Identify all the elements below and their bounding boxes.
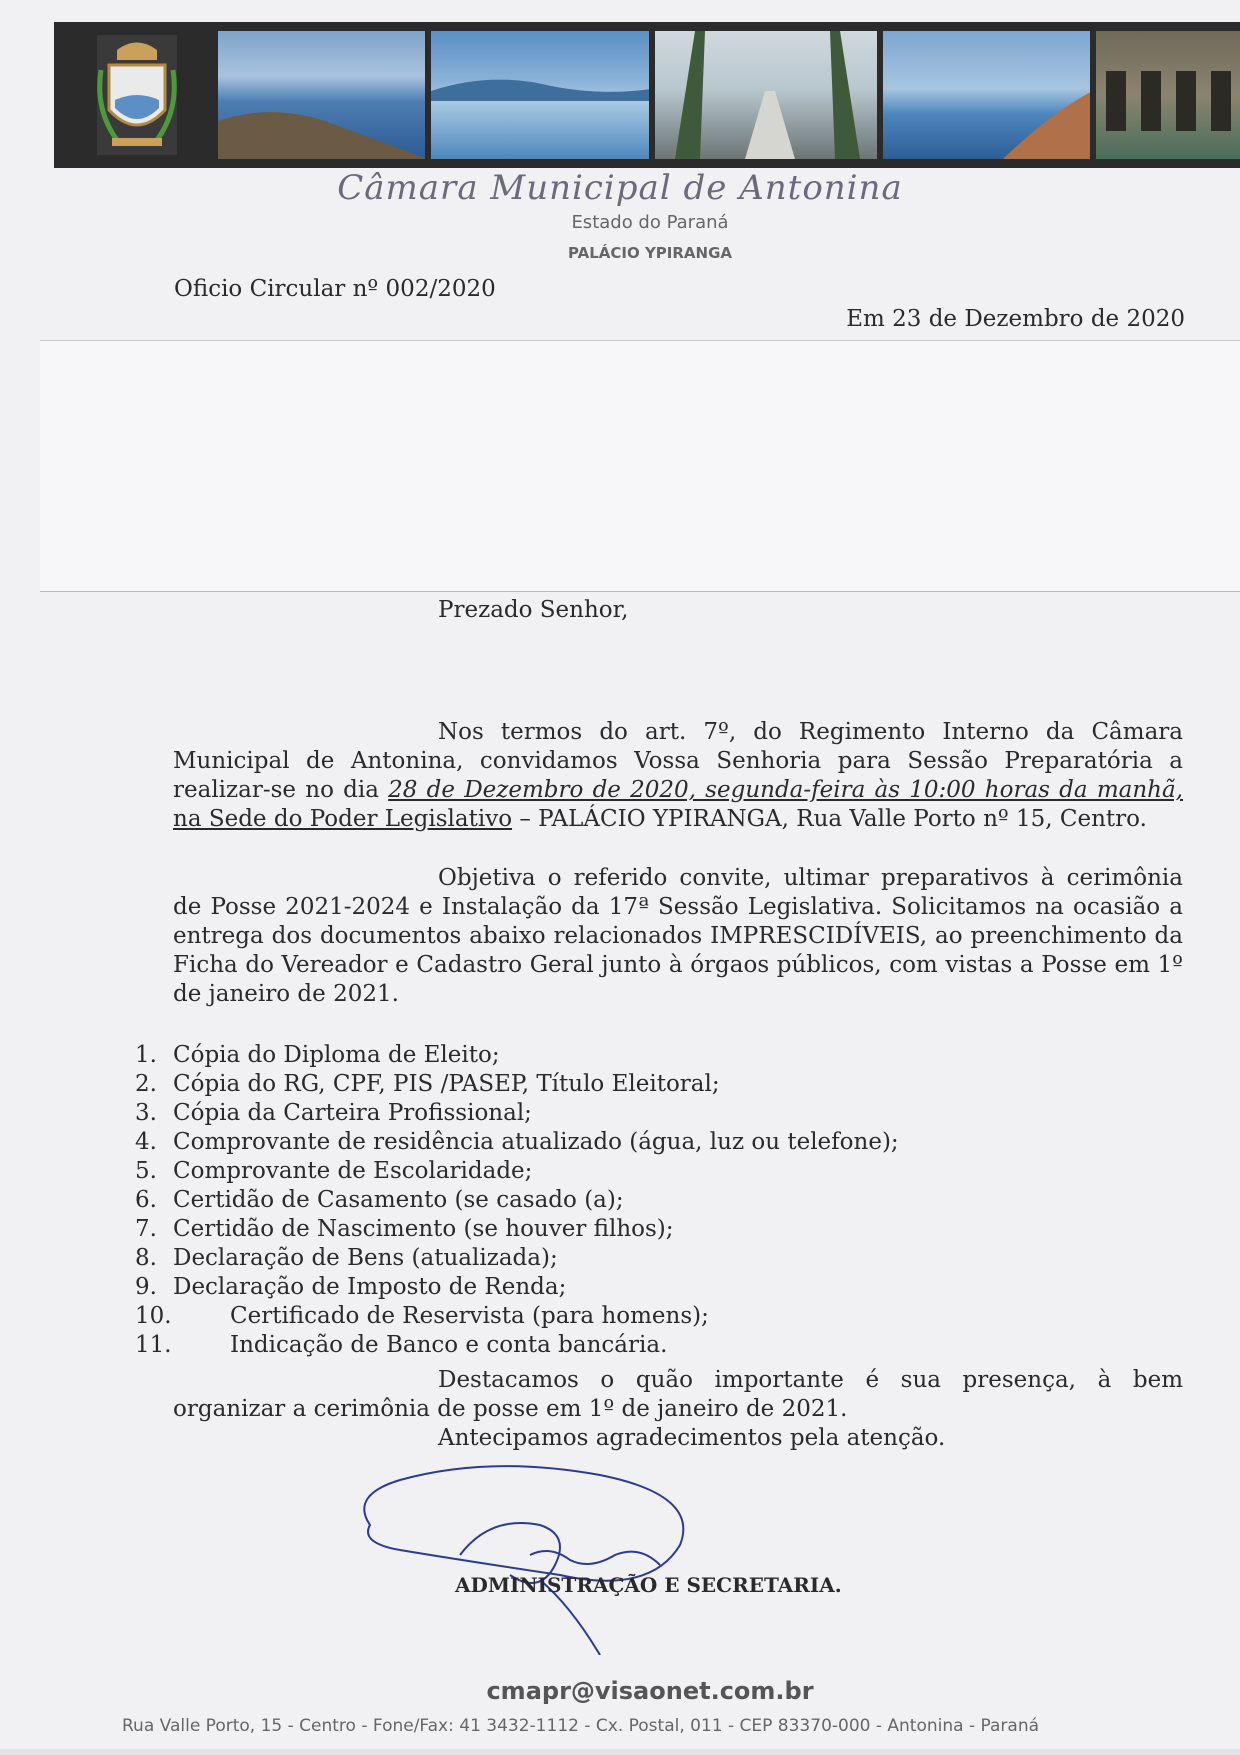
greeting: Prezado Senhor, — [438, 597, 629, 623]
list-item: 10. Certificado de Reservista (para homens); — [135, 1303, 709, 1329]
contact-email: cmapr@visaonet.com.br — [486, 1677, 814, 1705]
thanks-text: Antecipamos agradecimentos pela atenção. — [438, 1425, 946, 1451]
list-item: 6. Certidão de Casamento (se casado (a); — [135, 1187, 624, 1213]
header-banner — [54, 22, 1240, 168]
purpose-text: Objetiva o referido convite, ultimar preparativos à cerimônia de Posse 2021-2024 e Instalação da 17ª Sessão Legislativa. Solicitamos na ocasião a entrega dos documentos abaixo relacionados IMPRESCIDÍVEIS, ao preenchimento da Ficha do Vereador e Cadastro Geral junto à órgaos públicos, com vistas a Posse em 1º de janeiro de 2021. — [173, 865, 1183, 1007]
paragraph-importance — [173, 1366, 1183, 1424]
signer-name: ADMINISTRAÇÃO E SECRETARIA. — [455, 1573, 842, 1597]
importance-text: Destacamos o quão importante é sua presença, à bem organizar a cerimônia de posse em 1º de janeiro de 2021. — [173, 1367, 1183, 1422]
redacted-address-block — [40, 340, 1240, 592]
bay-photo-2 — [431, 31, 648, 159]
paragraph-purpose — [173, 864, 1183, 1009]
list-item: 11. Indicação de Banco e conta bancária. — [135, 1332, 668, 1358]
paper-edge — [0, 1749, 1240, 1755]
bay-photo-3 — [883, 31, 1090, 159]
list-item: 9. Declaração de Imposto de Renda; — [135, 1274, 567, 1300]
paragraph-invitation — [173, 718, 1183, 834]
municipal-crest-icon — [62, 26, 212, 164]
chamber-title: Câmara Municipal de Antonina — [337, 168, 903, 208]
session-date: 28 de Dezembro de 2020, segunda-feira às 10:00 horas da manhã, — [388, 777, 1183, 803]
list-item: 8. Declaração de Bens (atualizada); — [135, 1245, 558, 1271]
promenade-photo — [655, 31, 877, 159]
contact-address: Rua Valle Porto, 15 - Centro - Fone/Fax: 41 3432-1112 - Cx. Postal, 011 - CEP 83370-000 - Antonina - Paraná — [122, 1716, 1040, 1736]
palace-name: PALÁCIO YPIRANGA — [567, 244, 733, 262]
list-item: 5. Comprovante de Escolaridade; — [135, 1158, 533, 1184]
invitation-text: Nos termos do art. 7º, do Regimento Interno da Câmara Municipal de Antonina, convidamos Vossa Senhoria para Sessão Preparatória a realizar-se no dia — [173, 719, 1183, 803]
documents-list — [135, 1041, 899, 1360]
state-name: Estado do Paraná — [571, 212, 729, 233]
paragraph-thanks — [173, 1424, 1183, 1453]
list-item: 4. Comprovante de residência atualizado (água, luz ou telefone); — [135, 1129, 899, 1155]
arches-photo — [1096, 31, 1240, 159]
list-item: 7. Certidão de Nascimento (se houver filhos); — [135, 1216, 674, 1242]
list-item: 3. Cópia da Carteira Profissional; — [135, 1100, 532, 1126]
letter-reference: Oficio Circular nº 002/2020 — [174, 276, 496, 302]
list-item: 1. Cópia do Diploma de Eleito; — [135, 1042, 500, 1068]
signature-image — [340, 1455, 760, 1655]
letter-date: Em 23 de Dezembro de 2020 — [846, 306, 1185, 332]
session-address: – PALÁCIO YPIRANGA, Rua Valle Porto nº 15, Centro. — [512, 806, 1147, 832]
bay-photo-1 — [218, 31, 425, 159]
list-item: 2. Cópia do RG, CPF, PIS /PASEP, Título Eleitoral; — [135, 1071, 720, 1097]
session-place: na Sede do Poder Legislativo — [173, 806, 513, 832]
